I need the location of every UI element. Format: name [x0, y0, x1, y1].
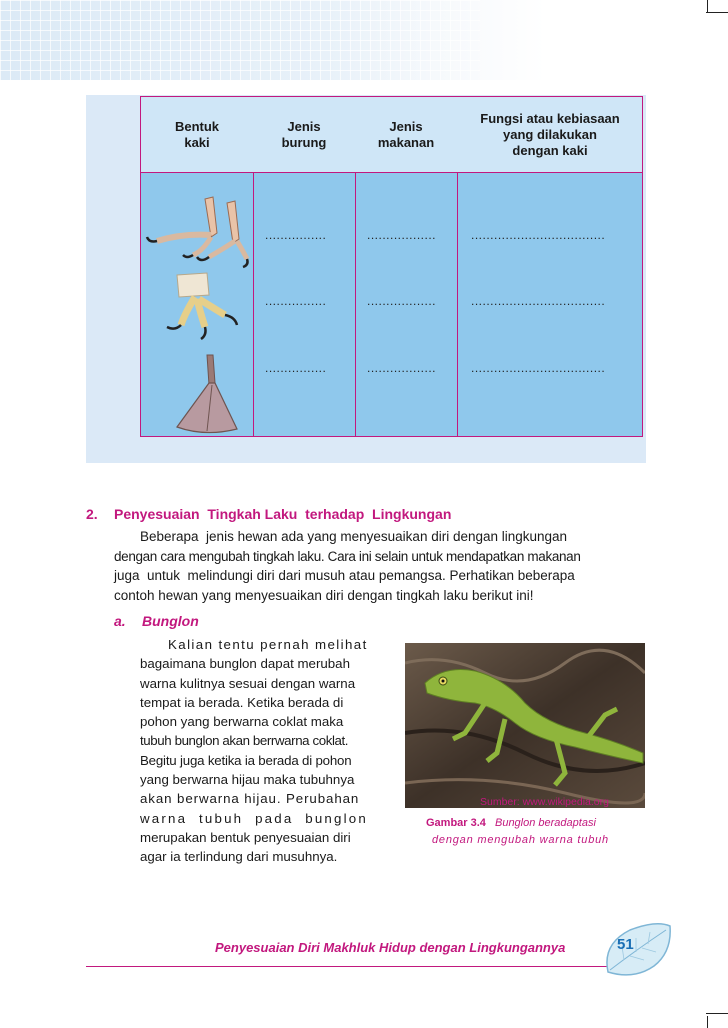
- header-decoration: [0, 0, 728, 80]
- crop-mark-top-h: [706, 12, 728, 13]
- blank-cell: ................: [265, 228, 327, 242]
- figure-caption-line-1: Bunglon beradaptasi: [494, 817, 596, 829]
- body-line: akan berwarna hijau. Perubahan: [140, 791, 360, 807]
- duck-foot-image: [167, 353, 247, 437]
- running-footer-title: Penyesuaian Diri Makhluk Hidup dengan Lingkungannya: [215, 940, 566, 955]
- figure-caption: [426, 817, 596, 829]
- column-divider: [457, 172, 458, 436]
- body-line: merupakan bentuk penyesuaian diri: [140, 829, 351, 845]
- body-line: bagaimana bunglon dapat merubah: [140, 656, 350, 672]
- paragraph-line: juga untuk melindungi diri dari musuh atau pemangsa. Perhatikan beberapa: [114, 568, 575, 583]
- table-header: [141, 97, 642, 173]
- blank-cell: ................: [265, 361, 327, 375]
- blank-cell: ..................: [367, 294, 437, 308]
- leaf-decoration: [600, 920, 675, 982]
- subsection-title: Bunglon: [142, 613, 199, 629]
- blank-cell: ...................................: [471, 361, 606, 375]
- subsection-letter: a.: [114, 613, 126, 629]
- body-line: warna kulitnya sesuai dengan warna: [140, 675, 356, 691]
- crop-mark-bottom-h: [706, 1013, 728, 1014]
- column-divider: [355, 172, 356, 436]
- body-line: pohon yang berwarna coklat maka: [140, 714, 344, 730]
- blank-cell: ..................: [367, 228, 437, 242]
- blank-cell: ...................................: [471, 294, 606, 308]
- section-number: 2.: [86, 506, 98, 522]
- header-jenis-burung: Jenis burung: [281, 118, 327, 150]
- body-line: Begitu juga ketika ia berada di pohon: [140, 752, 352, 768]
- figure-label: Gambar 3.4: [426, 817, 486, 829]
- paragraph-line: Beberapa jenis hewan ada yang menyesuaikan diri dengan lingkungan: [140, 529, 568, 544]
- figure-caption-line-2: dengan mengubah warna tubuh: [432, 834, 609, 846]
- header-jenis-makanan: Jenis makanan: [377, 118, 435, 150]
- body-line: yang berwarna hijau maka tubuhnya: [140, 772, 355, 788]
- body-line: tubuh bunglon akan berrwarna coklat.: [140, 733, 349, 749]
- bird-feet-table: [140, 96, 643, 437]
- page-number: 51: [617, 936, 634, 953]
- paragraph-line: contoh hewan yang menyesuaikan diri dengan tingkah laku berikut ini!: [114, 587, 534, 603]
- chameleon-photo: [405, 643, 645, 808]
- body-line: warna tubuh pada bunglon: [140, 810, 368, 826]
- blank-cell: ..................: [367, 361, 437, 375]
- body-line: tempat ia berada. Ketika berada di: [140, 694, 344, 710]
- section-title: Penyesuaian Tingkah Laku terhadap Lingkungan: [114, 506, 452, 522]
- body-line: Kalian tentu pernah melihat: [168, 637, 368, 652]
- footer-rule: [86, 966, 608, 967]
- blank-cell: ................: [265, 294, 327, 308]
- body-line: agar ia terlindung dari musuhnya.: [140, 849, 338, 865]
- column-divider: [253, 172, 254, 436]
- crop-mark-top: [707, 0, 708, 12]
- header-bentuk-kaki: Bentuk kaki: [174, 118, 220, 150]
- eagle-foot-image: [143, 193, 253, 273]
- photo-source: Sumber: www.wikipedia.org: [480, 796, 609, 808]
- paragraph-line: dengan cara mengubah tingkah laku. Cara ini selain untuk mendapatkan makanan: [114, 548, 581, 564]
- owl-foot-image: [155, 269, 245, 341]
- blank-cell: ...................................: [471, 228, 606, 242]
- header-fungsi: Fungsi atau kebiasaan yang dilakukan dengan kaki: [480, 110, 620, 158]
- crop-mark-bottom: [707, 1016, 708, 1028]
